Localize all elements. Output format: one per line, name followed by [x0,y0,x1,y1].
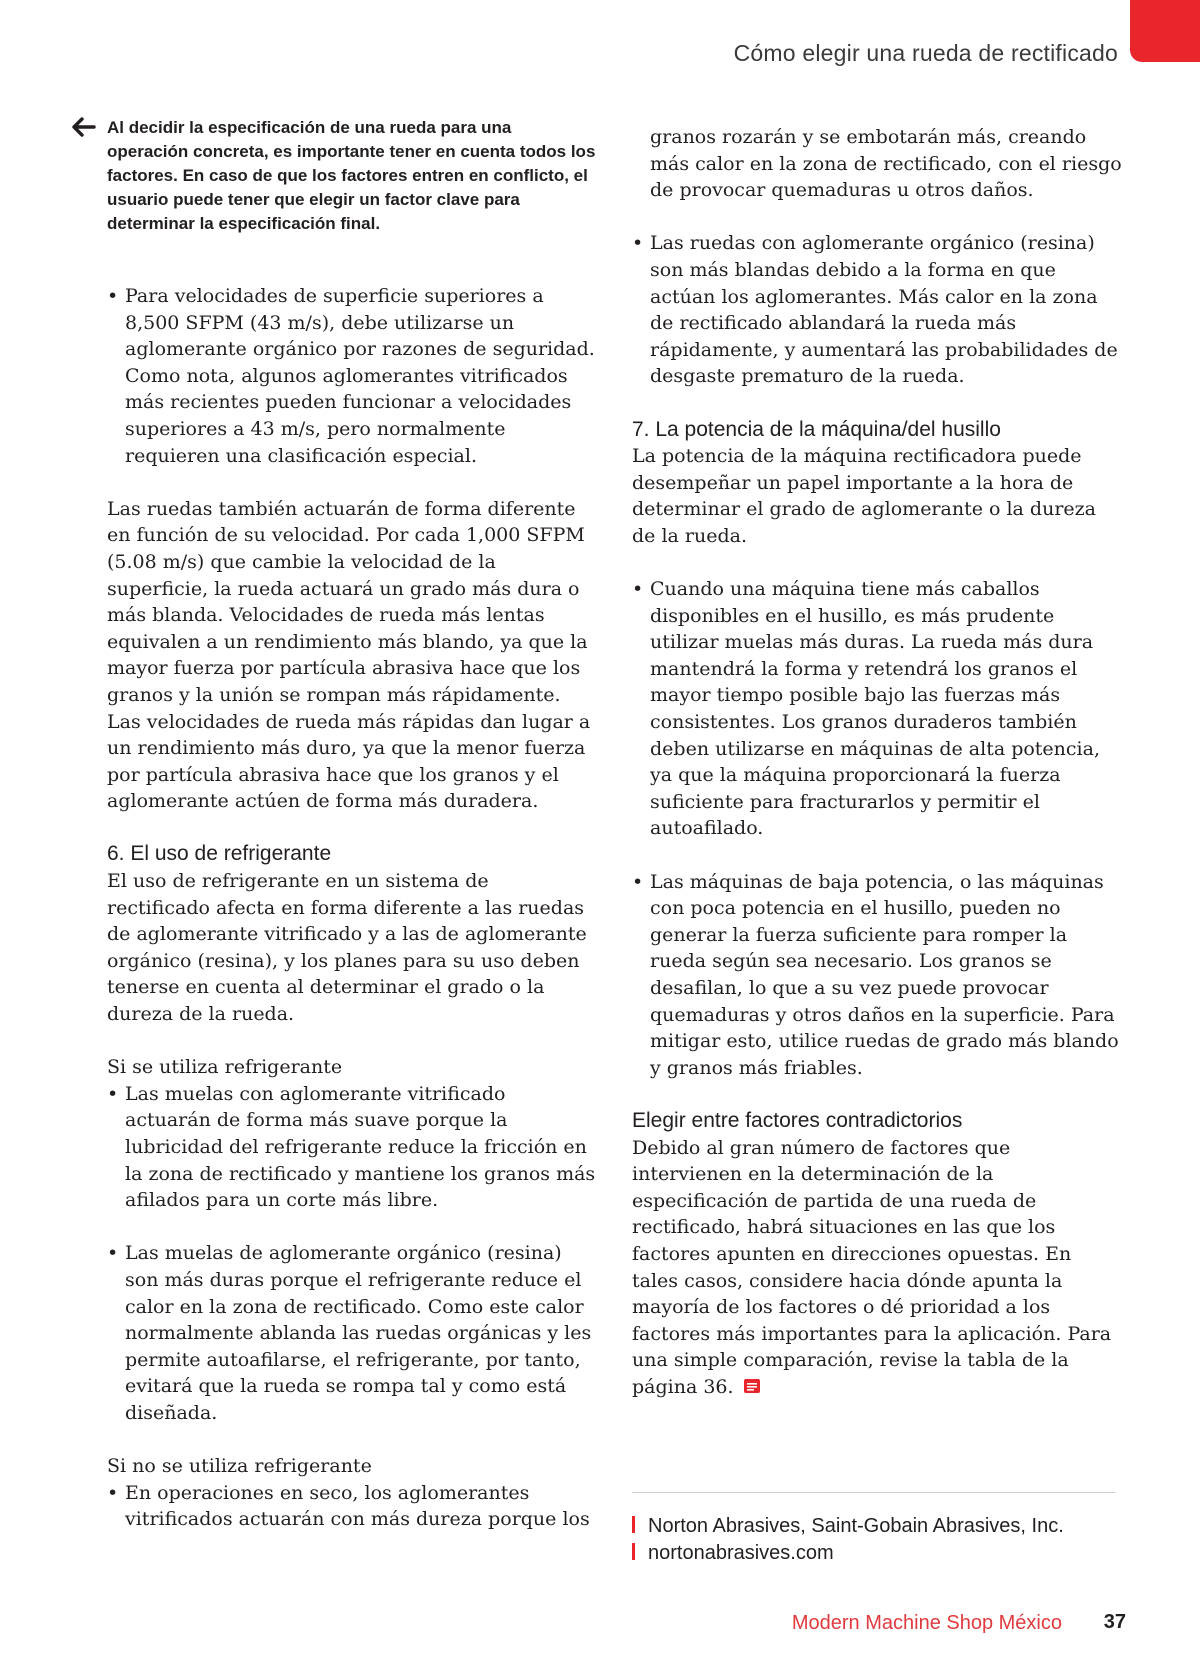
paragraph: La potencia de la máquina rectificadora puede desempeñar un papel importante a la hora de determinar el grado de aglomerante o la dureza de la rueda. [632,445,1096,547]
list-item: • Para velocidades de superficie superiores a 8,500 SFPM (43 m/s), debe utilizarse un aglomerante orgánico por razones de seguridad. Como nota, algunos aglomerantes vitrificados más recientes pueden funcionar a velocidades superiores a 43 m/s, pero normalmente requieren una clasificación especial. [107,285,595,467]
source-company: Norton Abrasives, Saint-Gobain Abrasives, Inc. [632,1515,1064,1538]
running-header: Cómo elegir una rueda de rectificado [733,40,1118,66]
list-item-continuation: granos rozarán y se embotarán más, creando más calor en la zona de rectificado, con el riesgo de provocar quemaduras u otros daños. [650,126,1122,202]
subheading-with-coolant: Si se utiliza refrigerante [107,1056,343,1079]
left-column [107,283,597,1533]
source-url[interactable]: nortonabrasives.com [632,1542,834,1565]
section-heading-conflict: Elegir entre factores contradictorios [632,1108,963,1132]
source-divider [632,1492,1115,1493]
section-heading-coolant: 6. El uso de refrigerante [107,842,332,866]
page-number: 37 [1103,1611,1126,1633]
footer-magazine: Modern Machine Shop México [791,1612,1062,1634]
subheading-without-coolant: Si no se utiliza refrigerante [107,1455,372,1478]
callout-text: Al decidir la especificación de una rueda para una operación concreta, es importante tener en cuenta todos los factores. En caso de que los factores entren en conflicto, el usuario puede tener que elegir un factor clave para determinar la especificación final. [107,118,596,233]
header-accent-tab [1130,0,1200,62]
end-of-article-icon [744,1379,760,1393]
list-item: • Las muelas con aglomerante vitrificado actuarán de forma más suave porque la lubricidad del refrigerante reduce la fricción en la zona de rectificado y mantiene los granos más afilados para un corte más libre. [107,1082,596,1212]
list-item: • Cuando una máquina tiene más caballos disponibles en el husillo, es más prudente utilizar muelas más duras. La rueda más dura mantendrá la forma y retendrá los granos el mayor tiempo posible bajo las fuerzas más consistentes. Los granos duraderos también deben utilizarse en máquinas de alta potencia, ya que la máquina proporcionará la fuerza suficiente para fracturarlos y permitir el autoafilado. [632,578,1100,840]
list-item: • En operaciones en seco, los aglomerantes vitrificados actuarán con más dureza porque los [107,1481,590,1531]
list-item: • Las muelas de aglomerante orgánico (resina) son más duras porque el refrigerante reduce el calor en la zona de rectificado. Como este calor normalmente ablanda las ruedas orgánicas y les permite autoafilarse, el refrigerante, por tanto, evitará que la rueda se rompa tal y como está diseñada. [107,1242,592,1424]
paragraph: Las ruedas también actuarán de forma diferente en función de su velocidad. Por cada 1,000 SFPM (5.08 m/s) que cambie la velocidad de la superficie, la rueda actuará un grado más dura o más blanda. Velocidades de rueda más lentas equivalen a un rendimiento más blando, ya que la mayor fuerza por partícula abrasiva hace que los granos y la unión se rompan más rápidamente. Las velocidades de rueda más rápidas dan lugar a un rendimiento más duro, ya que la menor fuerza por partícula abrasiva hace que los granos y el aglomerante actúen de forma más duradera. [107,497,591,813]
arrow-left-icon [70,116,96,138]
section-heading-power: 7. La potencia de la máquina/del husillo [632,417,1001,441]
paragraph: Debido al gran número de factores que intervienen en la determinación de la especificación de partida de una rueda de rectificado, habrá situaciones en las que los factores apunten en direcciones opuestas. En tales casos, considere hacia dónde apunta la mayoría de los factores o dé prioridad a los factores más importantes para la aplicación. Para una simple comparación, revise la tabla de la página 36. [632,1136,1112,1398]
right-column [632,124,1122,1401]
list-item: • Las máquinas de baja potencia, o las máquinas con poca potencia en el husillo, pueden no generar la fuerza suficiente para romper la rueda según sea necesario. Los granos se desafilan, lo que a su vez puede provocar quemaduras y otros daños en la superficie. Para mitigar esto, utilice ruedas de grado más blando y granos más friables. [632,870,1119,1079]
paragraph: El uso de refrigerante en un sistema de rectificado afecta en forma diferente a las ruedas de aglomerante vitrificado y a las de aglomerante orgánico (resina), y los planes para su uso deben tenerse en cuenta al determinar el grado o la dureza de la rueda. [107,870,587,1026]
list-item: • Las ruedas con aglomerante orgánico (resina) son más blandas debido a la forma en que actúan los aglomerantes. Más calor en la zona de rectificado ablandará la rueda más rápidamente, y aumentará las probabilidades de desgaste prematuro de la rueda. [632,232,1118,388]
